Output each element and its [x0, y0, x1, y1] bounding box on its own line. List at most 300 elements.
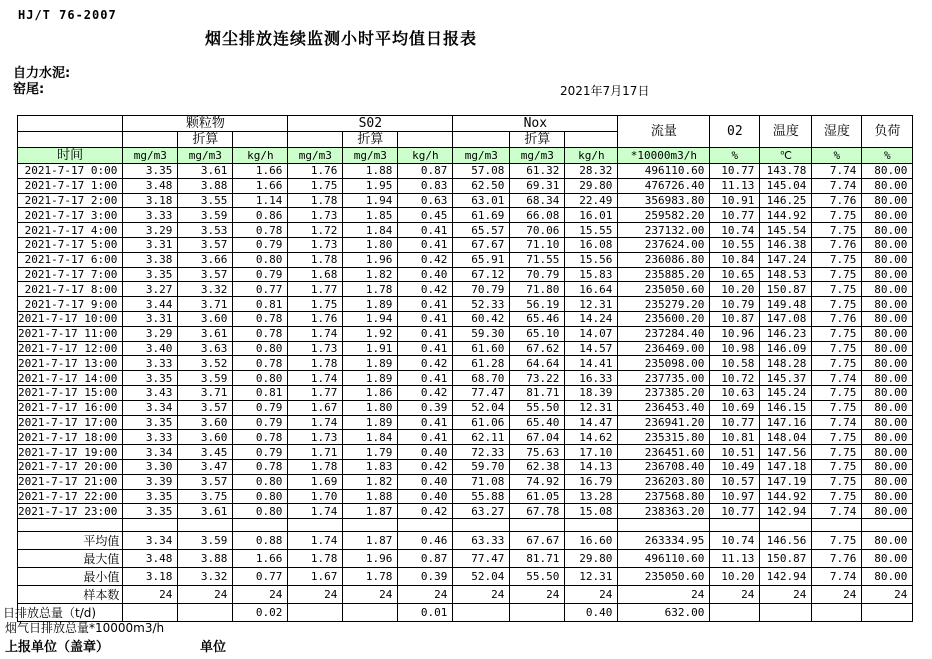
value-cell: 1.74: [288, 326, 343, 341]
value-cell: 14.62: [565, 430, 618, 445]
value-cell: 3.61: [178, 164, 233, 179]
time-cell: 2021-7-17 11:00: [18, 326, 123, 341]
value-cell: 1.86: [343, 385, 398, 400]
value-cell: 3.35: [123, 504, 178, 519]
summary-value-cell: 80.00: [862, 568, 913, 586]
value-cell: 3.44: [123, 297, 178, 312]
summary-value-cell: 1.78: [343, 568, 398, 586]
value-cell: 7.75: [812, 430, 862, 445]
value-cell: 7.75: [812, 400, 862, 415]
value-cell: 80.00: [862, 489, 913, 504]
value-cell: 3.40: [123, 341, 178, 356]
value-cell: 0.78: [233, 223, 288, 238]
value-cell: 237284.40: [618, 326, 710, 341]
value-cell: 0.78: [233, 430, 288, 445]
value-cell: 55.88: [453, 489, 510, 504]
time-cell: 2021-7-17 18:00: [18, 430, 123, 445]
table-row: [18, 282, 913, 297]
value-cell: 14.47: [565, 415, 618, 430]
value-cell: 1.73: [288, 237, 343, 252]
summary-value-cell: 7.76: [812, 550, 862, 568]
value-cell: 1.74: [288, 504, 343, 519]
summary-value-cell: 0.40: [565, 604, 618, 622]
unit-header-cell: ℃: [760, 148, 812, 164]
value-cell: 1.69: [288, 474, 343, 489]
company-label: 自力水泥:: [13, 66, 71, 81]
unit-header-cell: mg/m3: [123, 148, 178, 164]
time-cell: 2021-7-17 20:00: [18, 459, 123, 474]
value-cell: 10.77: [710, 208, 760, 223]
empty-cell: [288, 519, 343, 532]
value-cell: 0.45: [398, 208, 453, 223]
summary-value-cell: 52.04: [453, 568, 510, 586]
value-cell: 3.34: [123, 445, 178, 460]
value-cell: 1.83: [343, 459, 398, 474]
summary-label-cell: 平均值: [18, 532, 123, 550]
value-cell: 80.00: [862, 430, 913, 445]
summary-label-cell: 最大值: [18, 550, 123, 568]
summary-value-cell: 7.75: [812, 532, 862, 550]
value-cell: 73.22: [510, 371, 565, 386]
value-cell: 7.75: [812, 297, 862, 312]
report-table: [3, 115, 913, 622]
time-cell: 2021-7-17 3:00: [18, 208, 123, 223]
value-cell: 7.75: [812, 385, 862, 400]
daily-total-label: 日排放总量（t/d): [3, 606, 97, 621]
value-cell: 80.00: [862, 237, 913, 252]
value-cell: 0.41: [398, 223, 453, 238]
value-cell: 10.51: [710, 445, 760, 460]
value-cell: 7.75: [812, 341, 862, 356]
empty-cell: [18, 519, 123, 532]
value-cell: 146.38: [760, 237, 812, 252]
value-cell: 1.87: [343, 504, 398, 519]
value-cell: 10.63: [710, 385, 760, 400]
summary-value-cell: [343, 604, 398, 622]
empty-cell: [178, 519, 233, 532]
summary-value-cell: 24: [710, 586, 760, 604]
value-cell: 67.04: [510, 430, 565, 445]
value-cell: 237385.20: [618, 385, 710, 400]
value-cell: 80.00: [862, 371, 913, 386]
value-cell: 80.00: [862, 282, 913, 297]
value-cell: 0.63: [398, 193, 453, 208]
value-cell: 10.97: [710, 489, 760, 504]
value-cell: 0.40: [398, 267, 453, 282]
value-cell: 1.77: [288, 385, 343, 400]
time-cell: 2021-7-17 0:00: [18, 164, 123, 179]
value-cell: 71.80: [510, 282, 565, 297]
value-cell: 80.00: [862, 385, 913, 400]
summary-value-cell: 0.77: [233, 568, 288, 586]
value-cell: 0.78: [233, 356, 288, 371]
value-cell: 10.69: [710, 400, 760, 415]
value-cell: 3.39: [123, 474, 178, 489]
value-cell: 7.74: [812, 164, 862, 179]
header-row-groups: [18, 116, 913, 132]
time-cell: 2021-7-17 19:00: [18, 445, 123, 460]
summary-value-cell: 80.00: [862, 550, 913, 568]
value-cell: 71.10: [510, 237, 565, 252]
value-cell: 0.41: [398, 297, 453, 312]
empty-cell: [123, 519, 178, 532]
summary-value-cell: 29.80: [565, 550, 618, 568]
value-cell: 1.68: [288, 267, 343, 282]
value-cell: 235050.60: [618, 282, 710, 297]
converted-header-pm: 折算: [178, 132, 233, 148]
value-cell: 1.80: [343, 400, 398, 415]
value-cell: 1.77: [288, 282, 343, 297]
value-cell: 1.78: [288, 356, 343, 371]
value-cell: 3.60: [178, 311, 233, 326]
value-cell: 16.08: [565, 237, 618, 252]
value-cell: 0.40: [398, 445, 453, 460]
table-row: [18, 252, 913, 267]
summary-value-cell: 55.50: [510, 568, 565, 586]
value-cell: 0.41: [398, 430, 453, 445]
value-cell: 12.31: [565, 400, 618, 415]
empty-cell: [710, 519, 760, 532]
summary-value-cell: 632.00: [618, 604, 710, 622]
value-cell: 3.71: [178, 297, 233, 312]
table-row: [18, 356, 913, 371]
value-cell: 0.78: [233, 459, 288, 474]
spacer-cell: [233, 132, 288, 148]
summary-value-cell: 24: [178, 586, 233, 604]
summary-value-cell: 3.18: [123, 568, 178, 586]
summary-label-cell: 样本数: [18, 586, 123, 604]
value-cell: 80.00: [862, 326, 913, 341]
value-cell: 0.41: [398, 326, 453, 341]
value-cell: 145.04: [760, 178, 812, 193]
table-row: [18, 311, 913, 326]
value-cell: 0.41: [398, 341, 453, 356]
value-cell: 14.07: [565, 326, 618, 341]
summary-value-cell: [453, 604, 510, 622]
value-cell: 0.79: [233, 237, 288, 252]
value-cell: 11.13: [710, 178, 760, 193]
value-cell: 476726.40: [618, 178, 710, 193]
summary-value-cell: 0.02: [233, 604, 288, 622]
unit-header-cell: mg/m3: [453, 148, 510, 164]
summary-value-cell: [288, 604, 343, 622]
value-cell: 3.57: [178, 474, 233, 489]
value-cell: 0.41: [398, 415, 453, 430]
value-cell: 236451.60: [618, 445, 710, 460]
value-cell: 7.74: [812, 178, 862, 193]
value-cell: 7.75: [812, 474, 862, 489]
time-cell: 2021-7-17 2:00: [18, 193, 123, 208]
value-cell: 61.60: [453, 341, 510, 356]
value-cell: 80.00: [862, 178, 913, 193]
temperature-header: 温度: [760, 116, 812, 148]
time-column-header: 时间: [18, 148, 123, 164]
value-cell: 68.34: [510, 193, 565, 208]
time-header-spacer: [18, 116, 123, 132]
value-cell: 7.75: [812, 282, 862, 297]
value-cell: 10.77: [710, 164, 760, 179]
value-cell: 15.55: [565, 223, 618, 238]
value-cell: 80.00: [862, 267, 913, 282]
value-cell: 237735.00: [618, 371, 710, 386]
table-row: [18, 459, 913, 474]
time-cell: 2021-7-17 9:00: [18, 297, 123, 312]
spacer-cell: [288, 132, 343, 148]
value-cell: 235279.20: [618, 297, 710, 312]
summary-row: [18, 532, 913, 550]
time-cell: 2021-7-17 4:00: [18, 223, 123, 238]
value-cell: 146.15: [760, 400, 812, 415]
value-cell: 59.30: [453, 326, 510, 341]
value-cell: 10.49: [710, 459, 760, 474]
value-cell: 3.33: [123, 430, 178, 445]
table-row: [18, 193, 913, 208]
empty-cell: [453, 519, 510, 532]
value-cell: 237568.80: [618, 489, 710, 504]
value-cell: 1.91: [343, 341, 398, 356]
value-cell: 15.83: [565, 267, 618, 282]
unit-header-cell: mg/m3: [510, 148, 565, 164]
value-cell: 1.82: [343, 474, 398, 489]
value-cell: 3.59: [178, 371, 233, 386]
value-cell: 3.52: [178, 356, 233, 371]
value-cell: 16.01: [565, 208, 618, 223]
value-cell: 3.75: [178, 489, 233, 504]
value-cell: 0.87: [398, 164, 453, 179]
value-cell: 10.81: [710, 430, 760, 445]
empty-cell: [862, 519, 913, 532]
value-cell: 69.31: [510, 178, 565, 193]
summary-value-cell: 10.20: [710, 568, 760, 586]
value-cell: 236941.20: [618, 415, 710, 430]
value-cell: 14.13: [565, 459, 618, 474]
value-cell: 80.00: [862, 208, 913, 223]
value-cell: 3.35: [123, 415, 178, 430]
table-row: [18, 178, 913, 193]
time-cell: 2021-7-17 5:00: [18, 237, 123, 252]
value-cell: 7.74: [812, 415, 862, 430]
value-cell: 80.00: [862, 445, 913, 460]
value-cell: 147.18: [760, 459, 812, 474]
summary-value-cell: 81.71: [510, 550, 565, 568]
value-cell: 1.66: [233, 164, 288, 179]
value-cell: 18.39: [565, 385, 618, 400]
value-cell: 1.72: [288, 223, 343, 238]
table-row: [18, 164, 913, 179]
value-cell: 144.92: [760, 489, 812, 504]
summary-value-cell: 24: [123, 586, 178, 604]
summary-value-cell: 24: [453, 586, 510, 604]
table-row: [18, 430, 913, 445]
summary-row: [18, 586, 913, 604]
value-cell: 64.64: [510, 356, 565, 371]
table-row: [18, 208, 913, 223]
value-cell: 1.75: [288, 297, 343, 312]
value-cell: 80.00: [862, 311, 913, 326]
value-cell: 7.74: [812, 504, 862, 519]
summary-value-cell: 0.87: [398, 550, 453, 568]
value-cell: 10.72: [710, 371, 760, 386]
value-cell: 0.41: [398, 237, 453, 252]
value-cell: 3.61: [178, 326, 233, 341]
value-cell: 147.08: [760, 311, 812, 326]
value-cell: 7.75: [812, 223, 862, 238]
converted-header-so2: 折算: [343, 132, 398, 148]
summary-value-cell: 3.48: [123, 550, 178, 568]
summary-value-cell: 7.74: [812, 568, 862, 586]
time-cell: 2021-7-17 8:00: [18, 282, 123, 297]
summary-value-cell: [510, 604, 565, 622]
value-cell: 7.75: [812, 267, 862, 282]
value-cell: 0.78: [233, 311, 288, 326]
value-cell: 1.92: [343, 326, 398, 341]
converted-header-nox: 折算: [510, 132, 565, 148]
summary-value-cell: 24: [812, 586, 862, 604]
table-row: [18, 341, 913, 356]
location-label: 窑尾:: [13, 82, 45, 97]
separator-row: [18, 519, 913, 532]
value-cell: 1.78: [288, 459, 343, 474]
value-cell: 80.00: [862, 164, 913, 179]
table-row: [18, 489, 913, 504]
value-cell: 3.33: [123, 208, 178, 223]
value-cell: 1.70: [288, 489, 343, 504]
value-cell: 1.84: [343, 223, 398, 238]
value-cell: 0.42: [398, 385, 453, 400]
value-cell: 67.78: [510, 504, 565, 519]
value-cell: 66.08: [510, 208, 565, 223]
value-cell: 0.42: [398, 459, 453, 474]
summary-value-cell: 1.96: [343, 550, 398, 568]
value-cell: 7.75: [812, 208, 862, 223]
spacer-cell: [565, 132, 618, 148]
summary-value-cell: 3.32: [178, 568, 233, 586]
unit-header-cell: kg/h: [565, 148, 618, 164]
value-cell: 17.10: [565, 445, 618, 460]
value-cell: 80.00: [862, 474, 913, 489]
summary-value-cell: 12.31: [565, 568, 618, 586]
time-cell: 2021-7-17 6:00: [18, 252, 123, 267]
value-cell: 147.16: [760, 415, 812, 430]
value-cell: 0.83: [398, 178, 453, 193]
value-cell: 0.79: [233, 267, 288, 282]
value-cell: 10.58: [710, 356, 760, 371]
value-cell: 67.12: [453, 267, 510, 282]
summary-value-cell: [812, 604, 862, 622]
value-cell: 3.33: [123, 356, 178, 371]
value-cell: 62.38: [510, 459, 565, 474]
value-cell: 0.41: [398, 371, 453, 386]
summary-value-cell: 0.39: [398, 568, 453, 586]
value-cell: 1.82: [343, 267, 398, 282]
summary-value-cell: 24: [510, 586, 565, 604]
value-cell: 62.11: [453, 430, 510, 445]
summary-value-cell: 16.60: [565, 532, 618, 550]
value-cell: 22.49: [565, 193, 618, 208]
load-header: 负荷: [862, 116, 913, 148]
value-cell: 10.74: [710, 223, 760, 238]
header-row-units: [18, 148, 913, 164]
value-cell: 80.00: [862, 504, 913, 519]
time-cell: 2021-7-17 14:00: [18, 371, 123, 386]
unit-header-cell: mg/m3: [178, 148, 233, 164]
value-cell: 14.57: [565, 341, 618, 356]
value-cell: 3.32: [178, 282, 233, 297]
value-cell: 16.33: [565, 371, 618, 386]
value-cell: 10.77: [710, 504, 760, 519]
table-row: [18, 504, 913, 519]
value-cell: 57.08: [453, 164, 510, 179]
value-cell: 0.40: [398, 489, 453, 504]
value-cell: 0.79: [233, 415, 288, 430]
value-cell: 236708.40: [618, 459, 710, 474]
table-row: [18, 400, 913, 415]
value-cell: 237132.00: [618, 223, 710, 238]
flow-header: 流量: [618, 116, 710, 148]
value-cell: 1.94: [343, 193, 398, 208]
value-cell: 356983.80: [618, 193, 710, 208]
value-cell: 3.30: [123, 459, 178, 474]
empty-cell: [510, 519, 565, 532]
summary-value-cell: 3.34: [123, 532, 178, 550]
unit-header-cell: *10000m3/h: [618, 148, 710, 164]
value-cell: 1.79: [343, 445, 398, 460]
value-cell: 1.88: [343, 489, 398, 504]
summary-row: [18, 550, 913, 568]
time-cell: 2021-7-17 22:00: [18, 489, 123, 504]
summary-value-cell: 77.47: [453, 550, 510, 568]
value-cell: 67.67: [453, 237, 510, 252]
summary-value-cell: 24: [398, 586, 453, 604]
empty-cell: [812, 519, 862, 532]
value-cell: 3.57: [178, 267, 233, 282]
value-cell: 3.61: [178, 504, 233, 519]
value-cell: 61.28: [453, 356, 510, 371]
spacer-cell: [453, 132, 510, 148]
value-cell: 3.48: [123, 178, 178, 193]
table-row: [18, 474, 913, 489]
value-cell: 70.79: [510, 267, 565, 282]
value-cell: 0.81: [233, 385, 288, 400]
value-cell: 71.55: [510, 252, 565, 267]
value-cell: 0.42: [398, 252, 453, 267]
value-cell: 7.75: [812, 252, 862, 267]
value-cell: 496110.60: [618, 164, 710, 179]
value-cell: 3.27: [123, 282, 178, 297]
value-cell: 235600.20: [618, 311, 710, 326]
table-row: [18, 385, 913, 400]
value-cell: 149.48: [760, 297, 812, 312]
flow-total-note: 烟气日排放总量*10000m3/h: [5, 621, 165, 635]
value-cell: 236203.80: [618, 474, 710, 489]
value-cell: 61.06: [453, 415, 510, 430]
summary-value-cell: 11.13: [710, 550, 760, 568]
summary-value-cell: 24: [760, 586, 812, 604]
value-cell: 3.45: [178, 445, 233, 460]
value-cell: 1.67: [288, 400, 343, 415]
value-cell: 0.81: [233, 297, 288, 312]
value-cell: 7.74: [812, 371, 862, 386]
value-cell: 10.57: [710, 474, 760, 489]
value-cell: 144.92: [760, 208, 812, 223]
summary-value-cell: 24: [233, 586, 288, 604]
value-cell: 142.94: [760, 504, 812, 519]
summary-label-cell: 最小值: [18, 568, 123, 586]
summary-value-cell: 24: [288, 586, 343, 604]
time-cell: 2021-7-17 15:00: [18, 385, 123, 400]
value-cell: 3.31: [123, 311, 178, 326]
value-cell: 0.80: [233, 371, 288, 386]
